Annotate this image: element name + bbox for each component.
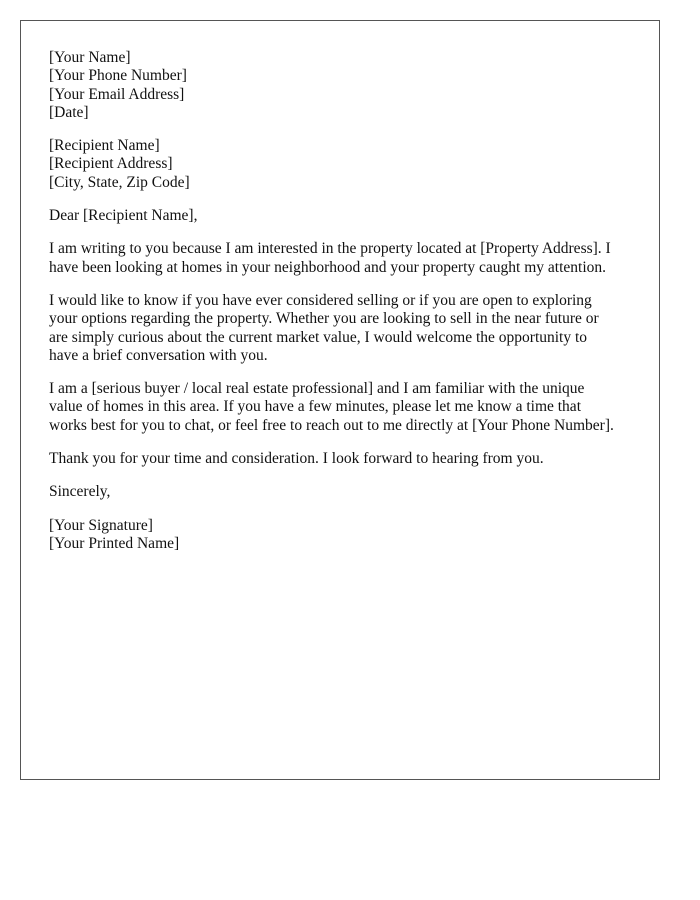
paragraph-line: I would like to know if you have ever considered selling or if you are open to exploring — [49, 291, 592, 309]
signature-line: [Your Signature] — [49, 516, 153, 534]
body-paragraph-4 — [49, 450, 631, 468]
sender-email: [Your Email Address] — [49, 85, 185, 103]
paragraph-line: have been looking at homes in your neighborhood and your property caught my attention. — [49, 258, 607, 276]
paragraph-line: your options regarding the property. Whether you are looking to sell in the near future or — [49, 310, 599, 328]
printed-name: [Your Printed Name] — [49, 534, 180, 552]
salutation: Dear [Recipient Name], — [49, 207, 198, 225]
paragraph-line: works best for you to chat, or feel free to reach out to me directly at [Your Phone Number]. — [49, 416, 614, 434]
recipient-name: [Recipient Name] — [49, 137, 160, 155]
paragraph-line: value of homes in this area. If you have a few minutes, please let me know a time that — [49, 398, 581, 416]
paragraph-line: I am a [serious buyer / local real estate professional] and I am familiar with the unique — [49, 380, 585, 398]
body-paragraph-3 — [49, 380, 631, 435]
paragraph-line: have a brief conversation with you. — [49, 346, 268, 364]
body-paragraph-1 — [49, 240, 631, 277]
signature-block — [49, 517, 631, 554]
recipient-address: [Recipient Address] — [49, 155, 173, 173]
paragraph-line: I am writing to you because I am interested in the property located at [Property Address]. I — [49, 240, 611, 258]
paragraph-line: are simply curious about the current market value, I would welcome the opportunity to — [49, 328, 588, 346]
letter-page — [20, 20, 660, 780]
sender-name: [Your Name] — [49, 49, 131, 66]
sender-block — [49, 49, 631, 122]
closing: Sincerely, — [49, 483, 111, 501]
body-paragraph-2 — [49, 292, 631, 365]
recipient-city-state-zip: [City, State, Zip Code] — [49, 173, 190, 191]
paragraph-line: Thank you for your time and consideration. I look forward to hearing from you. — [49, 450, 544, 468]
recipient-block — [49, 137, 631, 192]
letter-date: [Date] — [49, 103, 89, 121]
sender-phone: [Your Phone Number] — [49, 67, 187, 85]
